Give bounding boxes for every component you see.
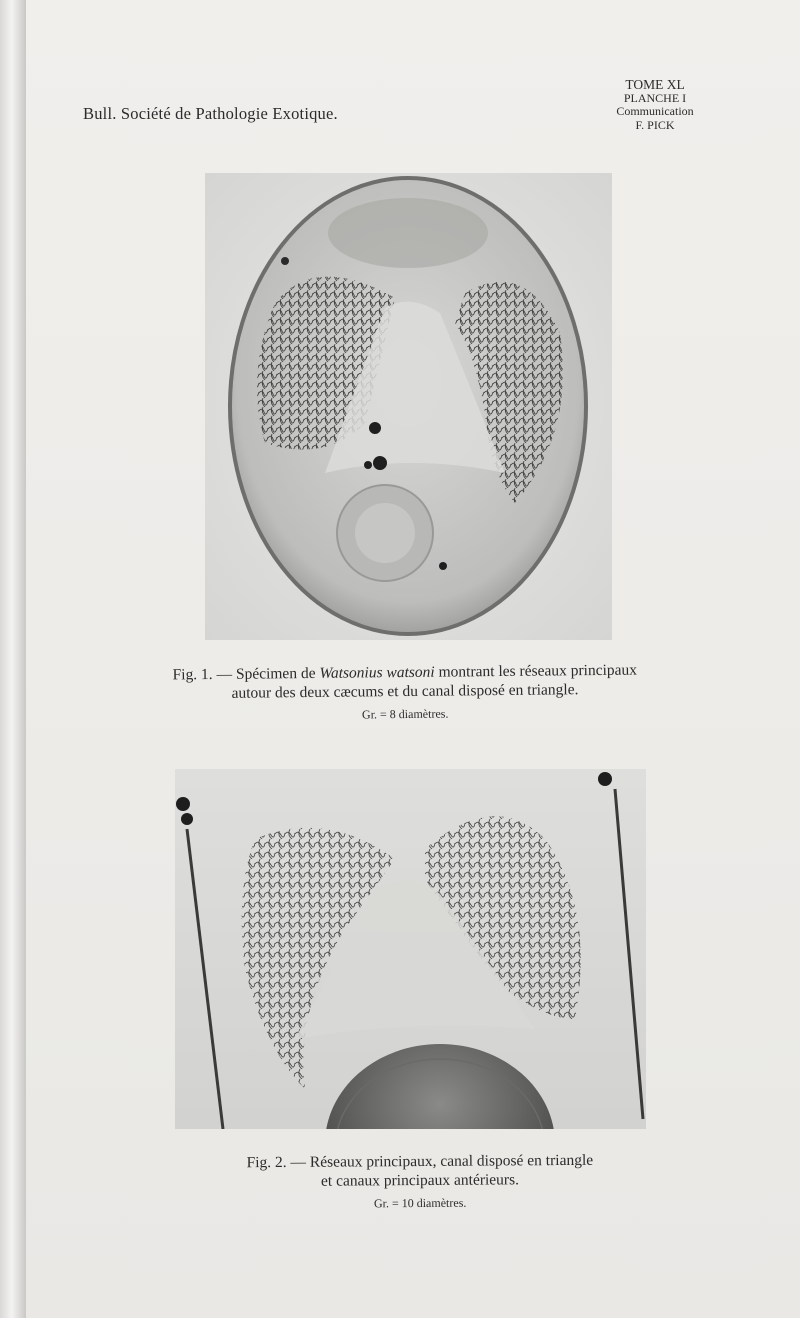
figure-2-magnification: Gr. = 10 diamètres.	[373, 1195, 467, 1211]
author-name: F. PICK	[635, 117, 675, 132]
specimen-oval-image	[205, 173, 612, 640]
communication-label: Communication	[616, 104, 694, 118]
tome-number: TOME XL	[625, 77, 685, 92]
figure-2-label: Fig. 2.	[246, 1153, 287, 1172]
figure-2-caption-start: — Réseaux principaux, canal disposé en triangle	[286, 1151, 594, 1171]
figure-2-photo	[175, 769, 646, 1129]
figure-1-caption	[100, 660, 711, 727]
plate-number: PLANCHE I	[623, 90, 687, 105]
plate-reference	[590, 78, 720, 132]
figure-1-label: Fig. 1.	[172, 666, 213, 684]
figure-1-magnification: Gr. = 8 diamètres.	[361, 706, 449, 722]
species-name: Watsonius watsoni	[319, 663, 435, 682]
figure-2-caption-line2: et canaux principaux antérieurs.	[320, 1171, 520, 1190]
book-spine-edge	[0, 0, 26, 1318]
figure-1-caption-line2: autour des deux cæcums et du canal disposé en triangle.	[231, 681, 579, 702]
journal-title: Bull. Société de Pathologie Exotique.	[83, 104, 338, 123]
figure-1-caption-start: — Spécimen de	[212, 664, 320, 684]
figure-1-photo	[205, 173, 612, 640]
figure-1-caption-end: montrant les réseaux principaux	[434, 661, 638, 681]
specimen-network-image	[175, 769, 646, 1129]
figure-2-caption	[160, 1150, 680, 1215]
